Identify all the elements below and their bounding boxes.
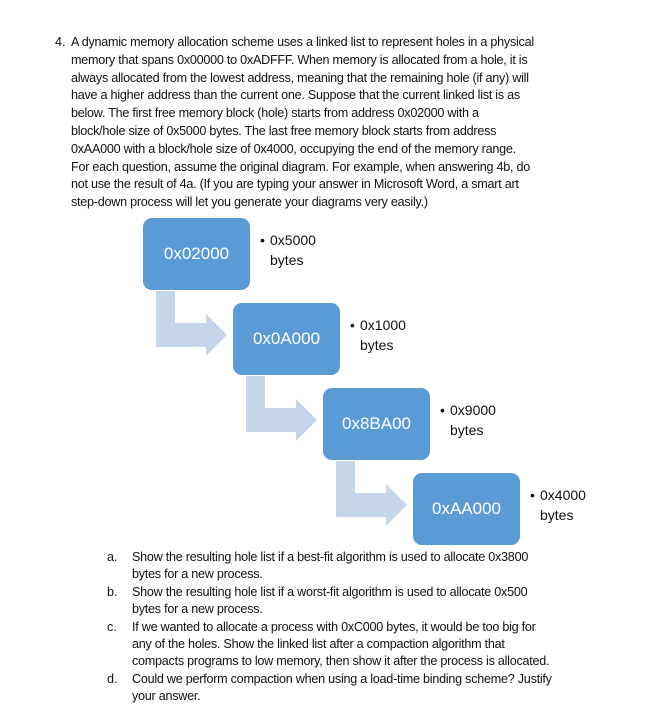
subquestion-text-line: bytes for a new process. (132, 567, 263, 582)
size-unit: bytes (540, 507, 574, 523)
size-value: 0x1000 (360, 317, 406, 333)
bullet-icon: • (260, 232, 265, 248)
subquestion-text-line: any of the holes. Show the linked list after a compaction algorithm that (132, 637, 505, 651)
step-down-arrow-icon (246, 376, 326, 446)
question-text-line: below. The first free memory block (hole) starts from address 0x02000 with a (71, 106, 479, 121)
question-text-line: 0xAA000 with a block/hole size of 0x4000, occupying the end of the memory range. (71, 141, 516, 156)
question-text-line: block/hole size of 0x5000 bytes. The last free memory block starts from address (71, 124, 497, 138)
subquestion-text-line: compacts programs to low memory, then show it after the process is allocated. (132, 654, 550, 669)
hole-node-size (260, 230, 316, 270)
bullet-icon: • (440, 402, 445, 418)
size-unit: bytes (450, 422, 484, 438)
question-text-line: always allocated from the lowest address, meaning that the remaining hole (if any) will (71, 70, 529, 85)
subquestion-letter: a. (107, 550, 118, 564)
question-text-line: memory that spans 0x00000 to 0xADFFF. When memory is allocated from a hole, it is (71, 52, 528, 67)
subquestion-letter: b. (107, 584, 118, 599)
bullet-icon: • (530, 487, 535, 503)
size-value: 0x4000 (540, 487, 586, 503)
question-text-line: not use the result of 4a. (If you are typing your answer in Microsoft Word, a smart art (71, 177, 519, 192)
question-number: 4. (55, 35, 66, 49)
hole-node-size (440, 400, 496, 440)
subquestion-text-line: Show the resulting hole list if a best-fit algorithm is used to allocate 0x3800 (132, 550, 529, 564)
hole-node-address: 0x0A000 (233, 303, 340, 375)
hole-node-address: 0x02000 (143, 218, 250, 290)
subquestion-text-line: Show the resulting hole list if a worst-fit algorithm is used to allocate 0x500 (132, 584, 528, 599)
subquestion-letter: d. (107, 671, 118, 686)
subquestion-text-line: If we wanted to allocate a process with 0xC000 bytes, it would be too big for (132, 619, 536, 634)
bullet-icon: • (350, 317, 355, 333)
hole-node-size (530, 485, 586, 525)
hole-node-address: 0xAA000 (413, 473, 520, 545)
hole-node-address: 0x8BA00 (323, 388, 430, 460)
hole-node-size (350, 315, 406, 355)
subquestion-letter: c. (107, 619, 117, 634)
size-unit: bytes (360, 337, 394, 353)
step-down-arrow-icon (156, 291, 236, 361)
question-text-line: step-down process will let you generate your diagrams very easily.) (71, 195, 428, 210)
subquestion-text-line: your answer. (132, 689, 201, 704)
question-text-line: For each question, assume the original diagram. For example, when answering 4b, do (71, 159, 531, 174)
step-down-arrow-icon (336, 461, 416, 531)
size-value: 0x5000 (270, 232, 316, 248)
subquestion-text-line: bytes for a new process. (132, 602, 263, 617)
size-value: 0x9000 (450, 402, 496, 418)
size-unit: bytes (270, 252, 304, 268)
question-text-line: A dynamic memory allocation scheme uses a linked list to represent holes in a physical (71, 35, 534, 49)
subquestion-text-line: Could we perform compaction when using a load-time binding scheme? Justify (132, 671, 552, 686)
question-text-line: have a higher address than the current one. Suppose that the current linked list is as (71, 88, 520, 103)
